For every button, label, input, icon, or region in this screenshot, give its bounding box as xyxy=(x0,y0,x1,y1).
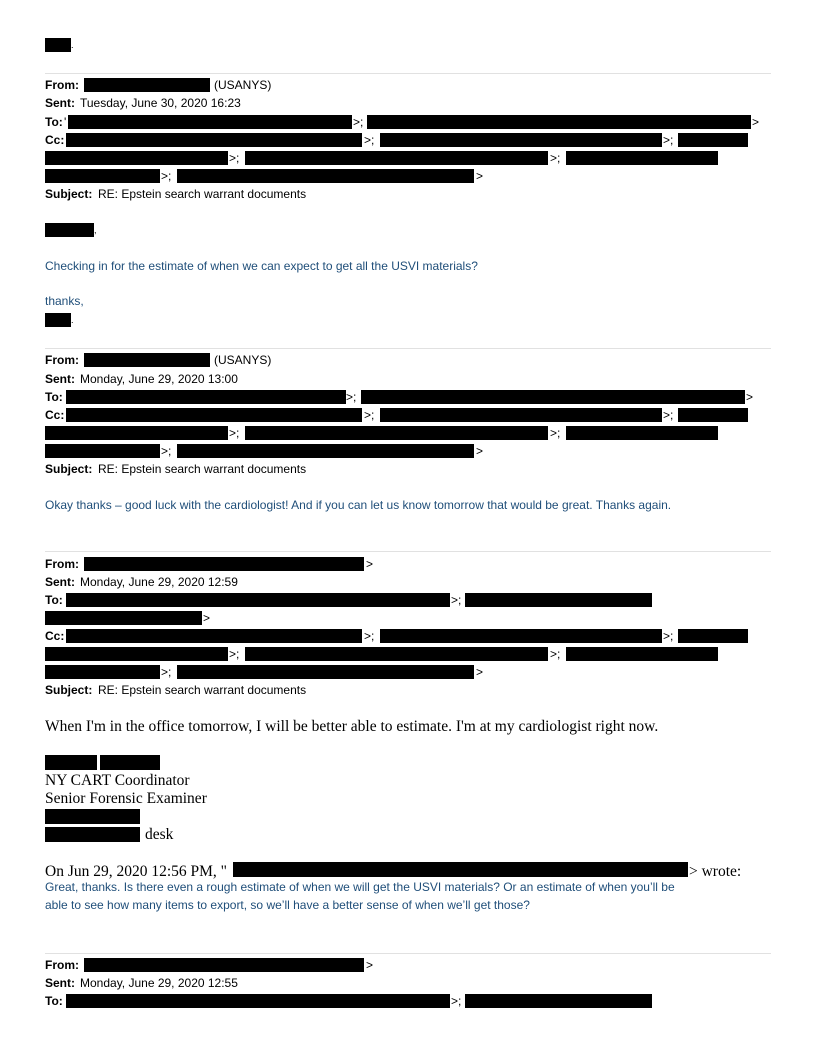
subject-text: RE: Epstein search warrant documents xyxy=(98,462,307,476)
redaction xyxy=(66,593,450,607)
punctuation: >; xyxy=(346,390,357,404)
subject-text: RE: Epstein search warrant documents xyxy=(98,683,307,697)
signature-title: NY CART Coordinator xyxy=(45,772,190,789)
punctuation: >; xyxy=(663,133,674,147)
quote-intro: On Jun 29, 2020 12:56 PM, " xyxy=(45,863,228,880)
redaction xyxy=(566,151,718,165)
signature-title: Senior Forensic Examiner xyxy=(45,790,207,807)
cc-label: Cc: xyxy=(45,133,65,147)
redaction xyxy=(367,115,751,129)
sent-date: Monday, June 29, 2020 12:55 xyxy=(80,976,238,990)
punctuation: . xyxy=(71,315,74,325)
punctuation: >; xyxy=(353,115,364,129)
redaction xyxy=(45,38,71,52)
redaction xyxy=(45,647,228,661)
redaction xyxy=(66,994,450,1008)
redaction xyxy=(566,426,718,440)
redaction xyxy=(45,426,228,440)
redaction xyxy=(66,408,362,422)
punctuation: . xyxy=(71,40,74,50)
redaction xyxy=(233,862,688,877)
subject-label: Subject: xyxy=(45,187,93,201)
punctuation: >; xyxy=(161,169,172,183)
punctuation: > xyxy=(476,169,484,183)
redaction xyxy=(678,133,748,147)
punctuation: > xyxy=(746,390,754,404)
subject-text: RE: Epstein search warrant documents xyxy=(98,187,307,201)
redaction xyxy=(66,133,362,147)
redaction xyxy=(45,809,140,824)
punctuation: >; xyxy=(550,426,561,440)
email-body: When I'm in the office tomorrow, I will be better able to estimate. I'm at my cardiologist right now. xyxy=(45,718,659,735)
redaction xyxy=(45,611,202,625)
punctuation: >; xyxy=(451,994,462,1008)
redaction xyxy=(45,665,160,679)
punctuation: > xyxy=(203,611,211,625)
email-separator xyxy=(45,953,771,954)
subject-label: Subject: xyxy=(45,462,93,476)
punctuation: > xyxy=(366,958,374,972)
to-label: To: xyxy=(45,994,63,1008)
sent-label: Sent: xyxy=(45,96,75,110)
punctuation: > xyxy=(476,665,484,679)
quote-wrote: > wrote: xyxy=(689,863,742,880)
punctuation: > xyxy=(476,444,484,458)
email-body: Okay thanks – good luck with the cardiologist! And if you can let us know tomorrow that would be great. Thanks again. xyxy=(45,498,672,512)
to-label: To: xyxy=(45,593,63,607)
sent-date: Tuesday, June 30, 2020 16:23 xyxy=(80,96,241,110)
redaction xyxy=(380,408,662,422)
from-label: From: xyxy=(45,78,79,92)
punctuation: , xyxy=(94,225,97,235)
sender-org: (USANYS) xyxy=(214,78,272,92)
punctuation: >; xyxy=(229,647,240,661)
redaction xyxy=(678,629,748,643)
punctuation: >; xyxy=(550,647,561,661)
to-label: To: xyxy=(45,390,63,404)
redaction xyxy=(678,408,748,422)
redaction xyxy=(177,169,474,183)
redaction xyxy=(45,313,71,327)
redaction xyxy=(465,593,652,607)
redaction xyxy=(245,426,548,440)
email-separator xyxy=(45,73,771,74)
redaction xyxy=(45,755,97,770)
sent-label: Sent: xyxy=(45,372,75,386)
to-label: To: xyxy=(45,115,63,129)
cc-label: Cc: xyxy=(45,629,65,643)
punctuation: >; xyxy=(229,426,240,440)
subject-label: Subject: xyxy=(45,683,93,697)
redaction xyxy=(45,444,160,458)
redaction xyxy=(84,353,210,367)
punctuation: >; xyxy=(229,151,240,165)
sent-label: Sent: xyxy=(45,575,75,589)
punctuation: > xyxy=(366,557,374,571)
redaction xyxy=(380,629,662,643)
punctuation: >; xyxy=(161,444,172,458)
email-separator xyxy=(45,551,771,552)
punctuation: > xyxy=(752,115,760,129)
redaction xyxy=(84,557,364,571)
redaction xyxy=(177,665,474,679)
from-label: From: xyxy=(45,958,79,972)
redaction xyxy=(177,444,474,458)
redaction xyxy=(84,958,364,972)
punctuation: >; xyxy=(451,593,462,607)
redaction xyxy=(566,647,718,661)
email-signoff: thanks, xyxy=(45,294,84,308)
redaction xyxy=(100,755,160,770)
cc-label: Cc: xyxy=(45,408,65,422)
redaction xyxy=(45,223,94,237)
redaction xyxy=(66,629,362,643)
punctuation: >; xyxy=(663,629,674,643)
punctuation: ' xyxy=(64,115,67,129)
redaction xyxy=(380,133,662,147)
punctuation: >; xyxy=(364,408,375,422)
punctuation: >; xyxy=(364,629,375,643)
redaction xyxy=(84,78,210,92)
redaction xyxy=(66,390,346,404)
redaction xyxy=(465,994,652,1008)
from-label: From: xyxy=(45,353,79,367)
sender-org: (USANYS) xyxy=(214,353,272,367)
redaction xyxy=(45,151,228,165)
email-body: Checking in for the estimate of when we can expect to get all the USVI materials? xyxy=(45,259,478,273)
quoted-body: Great, thanks. Is there even a rough estimate of when we will get the USVI materials? Or an estimate of when you’ll be xyxy=(45,880,675,894)
quoted-body: able to see how many items to export, so we’ll have a better sense of when we’ll get those? xyxy=(45,898,530,912)
redaction xyxy=(68,115,352,129)
punctuation: >; xyxy=(663,408,674,422)
punctuation: >; xyxy=(161,665,172,679)
sent-date: Monday, June 29, 2020 13:00 xyxy=(80,372,238,386)
sent-date: Monday, June 29, 2020 12:59 xyxy=(80,575,238,589)
redaction xyxy=(361,390,745,404)
redaction xyxy=(245,647,548,661)
email-separator xyxy=(45,348,771,349)
redaction xyxy=(45,827,140,842)
punctuation: >; xyxy=(364,133,375,147)
punctuation: >; xyxy=(550,151,561,165)
sent-label: Sent: xyxy=(45,976,75,990)
redaction xyxy=(45,169,160,183)
redaction xyxy=(245,151,548,165)
signature-phone-label: desk xyxy=(145,826,174,843)
from-label: From: xyxy=(45,557,79,571)
